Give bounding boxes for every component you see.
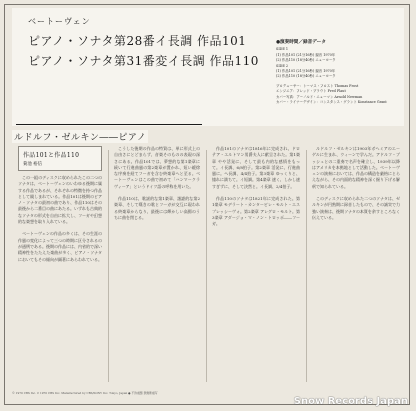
paragraph: こうした後期の作品の特質は、単に形式上の自由さにとどまらず、音楽そのものの表現の深さにある。作品101では、夢想的な第1楽章に続いて行進曲風の第2楽章が置かれ、短い緩徐な序奏を経てフーガを含む終楽章へと至る。ベートーヴェンはこの曲で初めて「ハンマークラヴィーア」というドイツ語の呼称を用いた。 <box>114 146 200 189</box>
essay-title: 作品101と作品110 <box>23 152 80 159</box>
paragraph: このディスクに収められた二つのソナタは、ゼルキンが円熟期に録音したもので、その誠実で力強い演奏は、後期ソナタの本質を余すところなく伝えている。 <box>312 196 400 220</box>
paragraph: ルドルフ・ゼルキンは1903年ボヘミアのエーゲルに生まれ、ウィーンで学んだ。アドルフ・ブッシュとの二重奏で名声を確立し、1939年以降はアメリカを本拠地として活動した。ベートーヴェンの演奏においては、作品の構造を厳格にとらえながら、その内面的な精神を深く掘り下げる解釈で知られている。 <box>312 146 400 189</box>
recording-row: (2) 作品110 (18分40秒) ニューヨーク <box>276 74 336 79</box>
paragraph: 作品110は、歌謡的な第1楽章、諧謔的な第2楽章、そして嘆きの歌とフーガが交互に現われる終楽章からなり、最後には輝かしい高揚のうちに曲を閉じる。 <box>114 196 200 220</box>
text-column-4 <box>312 146 400 386</box>
album-title-1: ピアノ・ソナタ第28番イ長調 作品101 <box>28 34 247 48</box>
watermark: Snow Records Japan <box>293 396 408 407</box>
text-column-2 <box>114 146 200 386</box>
liner-notes <box>12 146 404 386</box>
credit-row: エンジニア：フレッド・プラウト Fred Plaut <box>276 89 346 94</box>
credit-row: カバー・ライナーデザイン：コンスタンス・グラント Konstance Grant <box>276 100 387 105</box>
album-title-2: ピアノ・ソナタ第31番変イ長調 作品110 <box>28 54 259 68</box>
paragraph: この一組のディスクに収められたこの二つのソナタは、ベートーヴェンのいわゆる後期に属する作品であるが、それぞれの特徴を持つ作品として親しまれている。作品101は後期のピアノ・ソナタの最初の曲であり、作品110はその最後から二番目の曲にあたる。いずれも古典的なソナタの形式を自由に拡大し、フーガや幻想的な楽想を取り入れている。 <box>18 175 102 225</box>
recording-row: (2) 作品110 (18分40秒) ニューヨーク <box>276 58 336 63</box>
paragraph: 作品101のソナタは1816年に完成され、ドロテア・エルトマン男爵夫人に献呈された。第1楽章 やや活発に、そして最も内的な感情をもって。イ長調、6/8拍子。第2楽章 活発に、行進曲風に。ヘ長調、4/4拍子。第3楽章 ゆっくりと、憧れに満ちて。イ短調。第4楽章 速く、しかし速すぎずに、そして決然と。イ長調、2/4拍子。 <box>212 146 300 189</box>
essay-author: 菊池 裕信 <box>23 162 42 167</box>
text-column-3 <box>212 146 300 386</box>
recording-row: (1) 作品101 (21分16秒) 録音 1970年 <box>276 52 336 57</box>
essay-title-box <box>18 146 102 171</box>
column-rule <box>306 150 307 382</box>
column-rule <box>108 150 109 382</box>
recording-row: SIDE 2 <box>276 63 289 68</box>
text-column-1 <box>18 146 102 386</box>
header-panel <box>12 8 404 126</box>
recording-info <box>276 40 416 105</box>
column-rule <box>206 150 207 382</box>
recording-row: SIDE 1 <box>276 47 289 52</box>
paragraph: ベートーヴェンの作品の多くは、その生涯の作風の変化によって三つの時期に区分されるのが通例である。後期の作品には、内省的で深い精神性をたたえた楽曲が多く、ピアノ・ソナタにおいてもその傾向が顕著にあらわれている。 <box>18 231 102 262</box>
paragraph: 作品110のソナタは1821年に完成された。第1楽章 モデラート・カンタービレ・モルト・エスプレッシーヴォ。第2楽章 アレグロ・モルト。第3楽章 アダージョ・マ・ノン・トロッポ――フーガ。 <box>212 196 300 227</box>
credit-row: カバー写真：アーノルド・ニューマン Arnold Newman <box>276 94 363 99</box>
credit-row: プロデューサー：トーマス・フロスト Thomas Frost <box>276 83 359 88</box>
recording-row: (1) 作品101 (21分16秒) 録音 1970年 <box>276 69 336 74</box>
header-divider <box>16 124 202 125</box>
recording-info-heading: ●演奏時間／録音データ <box>276 40 326 45</box>
copyright-footer: © 1970 CBS Inc. ℗ 1970 CBS Inc. Manufactured by CBS/SONY Inc. Tokyo, Japan ● 不許複製 禁無断複写 <box>12 391 158 395</box>
composer-name: ベートーヴェン <box>28 17 91 26</box>
performer-credit: ルドルフ・ゼルキン――ピアノ <box>12 130 148 143</box>
